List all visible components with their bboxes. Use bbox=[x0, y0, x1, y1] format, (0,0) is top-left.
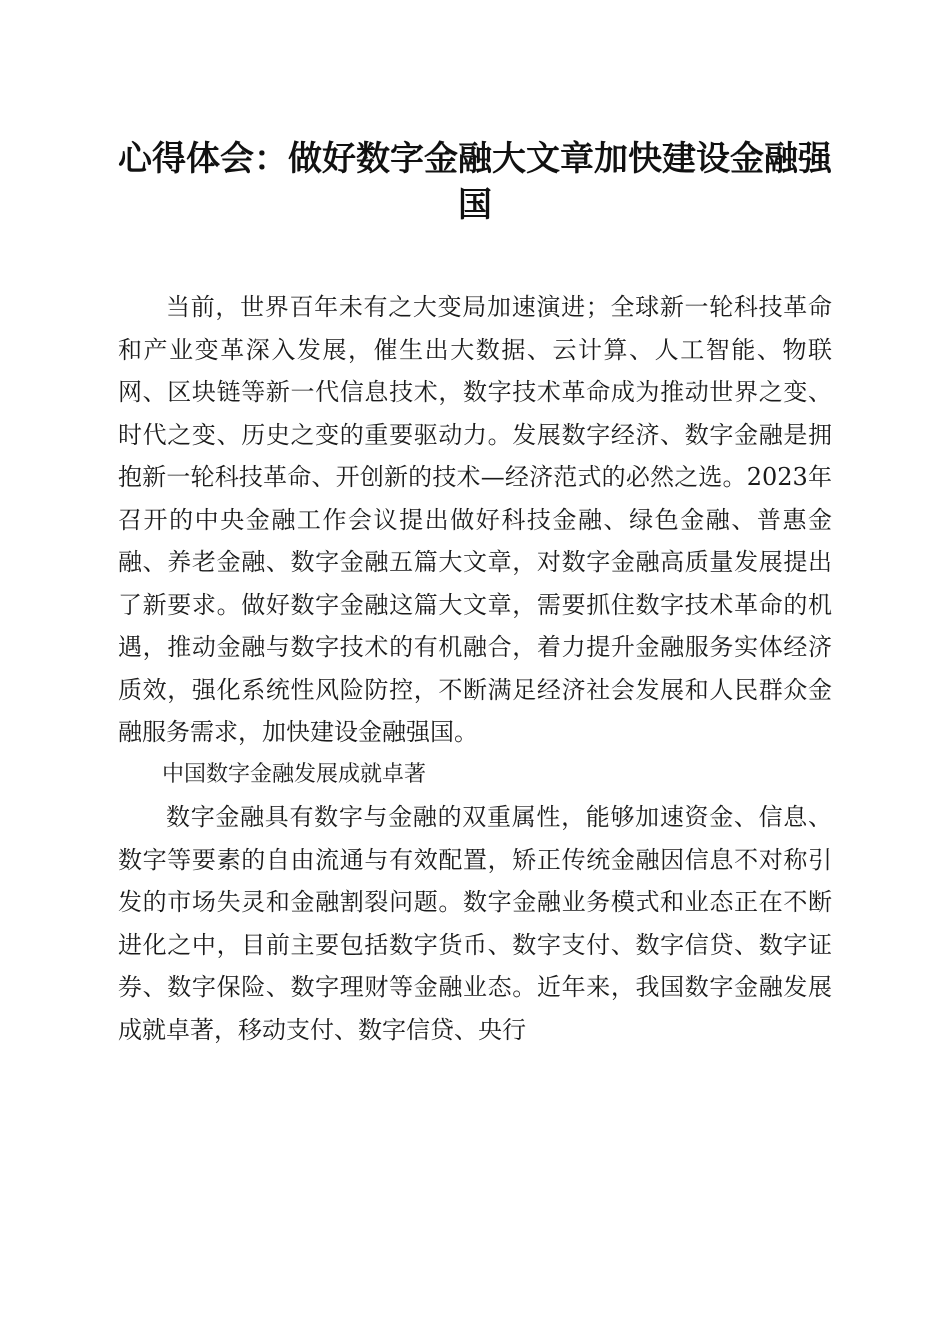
document-title: 心得体会：做好数字金融大文章加快建设金融强国 bbox=[118, 139, 832, 225]
paragraph-digital-finance: 数字金融具有数字与金融的双重属性，能够加速资金、信息、数字等要素的自由流通与有效配置，矫正传统金融因信息不对称引发的市场失灵和金融割裂问题。数字金融业务模式和业态正在不断进化之中，目前主要包括数字货币、数字支付、数字信贷、数字证券、数字保险、数字理财等金融业态。近年来，我国数字金融发展成就卓著，移动支付、数字信贷、央行 bbox=[118, 803, 832, 1044]
document-body bbox=[118, 286, 832, 1051]
section-heading: 中国数字金融发展成就卓著 bbox=[162, 761, 427, 787]
paragraph-intro: 当前，世界百年未有之大变局加速演进；全球新一轮科技革命和产业变革深入发展，催生出大数据、云计算、人工智能、物联网、区块链等新一代信息技术，数字技术革命成为推动世界之变、时代之变、历史之变的重要驱动力。发展数字经济、数字金融是拥抱新一轮科技革命、开创新的技术—经济范式的必然之选。2023年召开的中央金融工作会议提出做好科技金融、绿色金融、普惠金融、养老金融、数字金融五篇大文章，对数字金融高质量发展提出了新要求。做好数字金融这篇大文章，需要抓住数字技术革命的机遇，推动金融与数字技术的有机融合，着力提升金融服务实体经济质效，强化系统性风险防控，不断满足经济社会发展和人民群众金融服务需求，加快建设金融强国。 bbox=[118, 293, 832, 746]
